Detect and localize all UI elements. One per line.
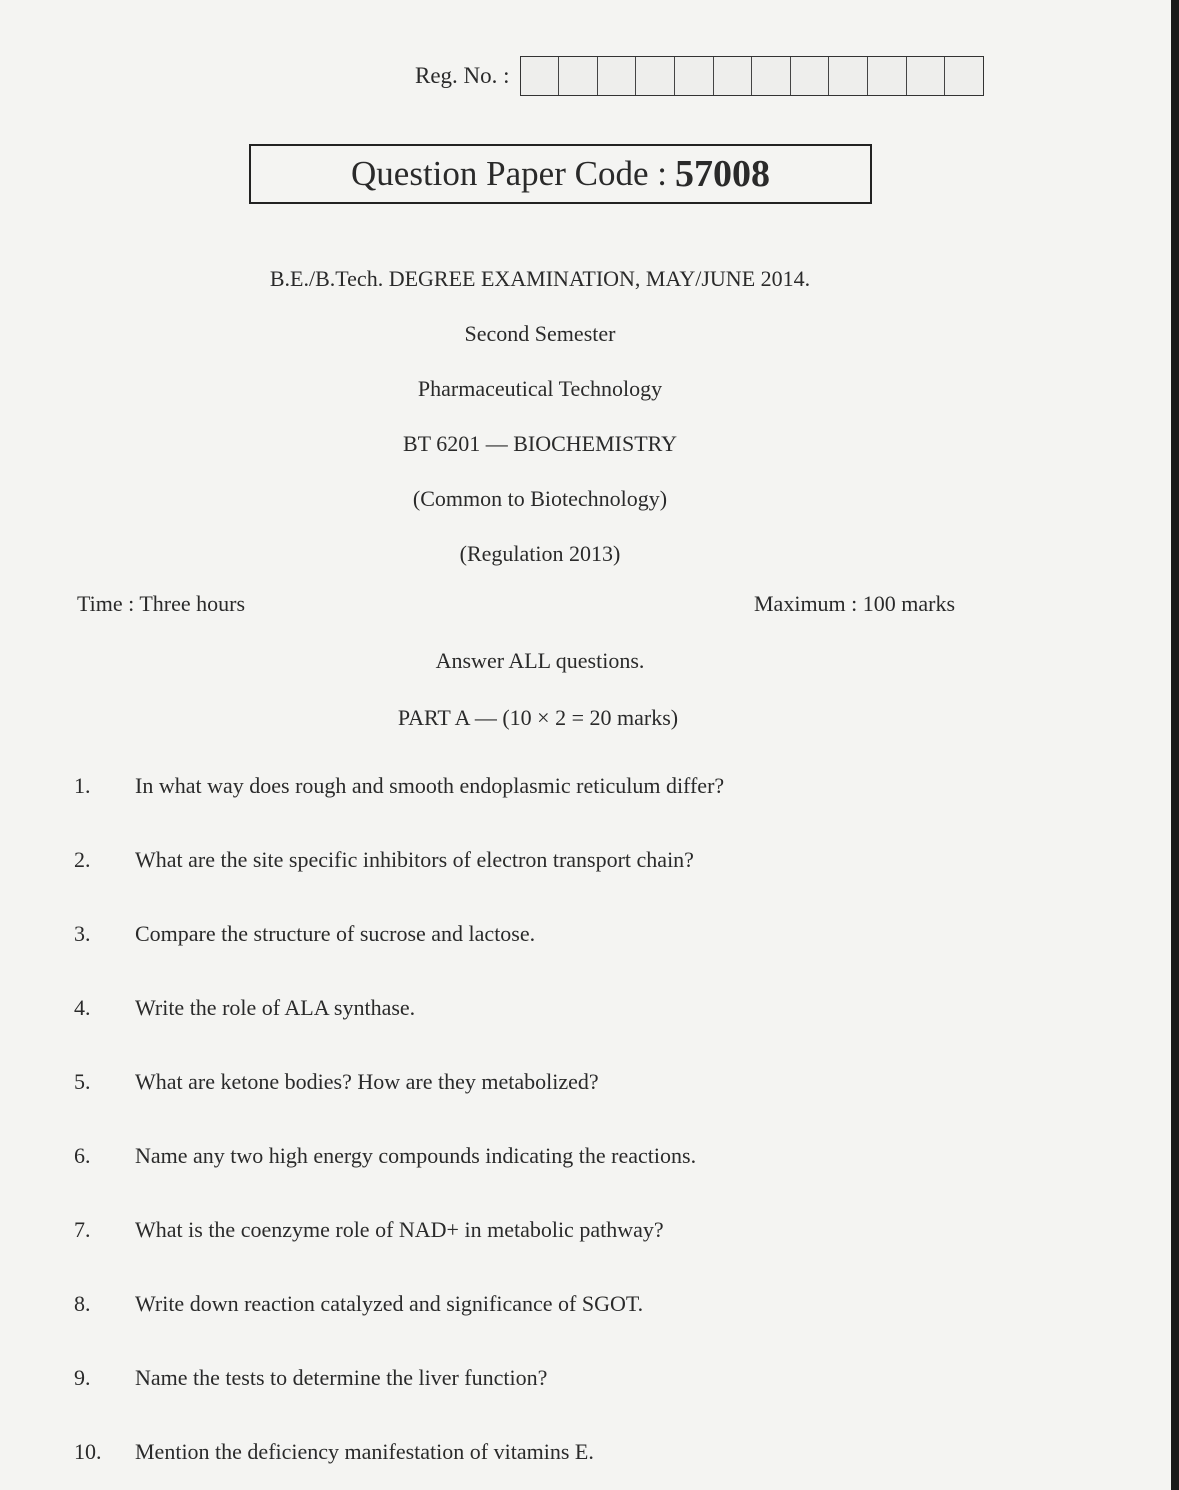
question-number: 2.: [74, 847, 91, 872]
paper-code-label: Question Paper Code :: [351, 154, 667, 193]
question-text: In what way does rough and smooth endoplasmic reticulum differ?: [135, 773, 725, 798]
question-text: Write the role of ALA synthase.: [135, 995, 416, 1020]
reg-no-digit-box: [559, 57, 598, 95]
regulation: (Regulation 2013): [459, 541, 621, 566]
reg-no-digit-box: [598, 57, 637, 95]
max-marks: Maximum : 100 marks: [754, 591, 956, 616]
question-number: 8.: [74, 1291, 91, 1316]
question-text: Mention the deficiency manifestation of vitamins E.: [135, 1439, 594, 1464]
question-text: Name any two high energy compounds indicating the reactions.: [135, 1143, 697, 1168]
question-number: 6.: [74, 1143, 91, 1168]
question-text: Name the tests to determine the liver function?: [135, 1365, 548, 1390]
reg-no-digit-box: [636, 57, 675, 95]
question-number: 3.: [74, 921, 91, 946]
reg-no-digit-box: [907, 57, 946, 95]
paper-code-box: [249, 144, 872, 204]
reg-no-digit-box: [521, 57, 560, 95]
reg-no: [415, 56, 984, 96]
reg-no-digit-box: [714, 57, 753, 95]
question-text: Write down reaction catalyzed and significance of SGOT.: [135, 1291, 644, 1316]
question-text: What is the coenzyme role of NAD+ in metabolic pathway?: [135, 1217, 664, 1242]
question-text: What are the site specific inhibitors of electron transport chain?: [135, 847, 694, 872]
time: Time : Three hours: [77, 591, 246, 616]
branch: Pharmaceutical Technology: [417, 376, 663, 401]
scan-edge: [1171, 0, 1179, 1490]
semester: Second Semester: [464, 321, 616, 346]
subject: BT 6201 — BIOCHEMISTRY: [402, 431, 677, 456]
paper-code: 57008: [674, 153, 770, 195]
question-number: 4.: [74, 995, 91, 1020]
part-a-heading: PART A — (10 × 2 = 20 marks): [397, 705, 679, 730]
question-number: 10.: [74, 1439, 102, 1464]
reg-no-digit-box: [945, 57, 983, 95]
question-number: 7.: [74, 1217, 91, 1242]
question-number: 9.: [74, 1365, 91, 1390]
reg-no-digit-box: [752, 57, 791, 95]
question-text: Compare the structure of sucrose and lactose.: [135, 921, 536, 946]
reg-no-digit-box: [791, 57, 830, 95]
reg-no-digit-box: [829, 57, 868, 95]
reg-no-digit-box: [675, 57, 714, 95]
question-number: 5.: [74, 1069, 91, 1094]
reg-no-digit-box: [868, 57, 907, 95]
common-to: (Common to Biotechnology): [412, 486, 668, 511]
question-text: What are ketone bodies? How are they metabolized?: [135, 1069, 599, 1094]
reg-no-label: Reg. No. :: [415, 63, 510, 88]
question-number: 1.: [74, 773, 91, 798]
reg-no-boxes: [520, 56, 984, 96]
exam-title: B.E./B.Tech. DEGREE EXAMINATION, MAY/JUNE 2014.: [269, 266, 811, 291]
instruction: Answer ALL questions.: [435, 648, 645, 673]
